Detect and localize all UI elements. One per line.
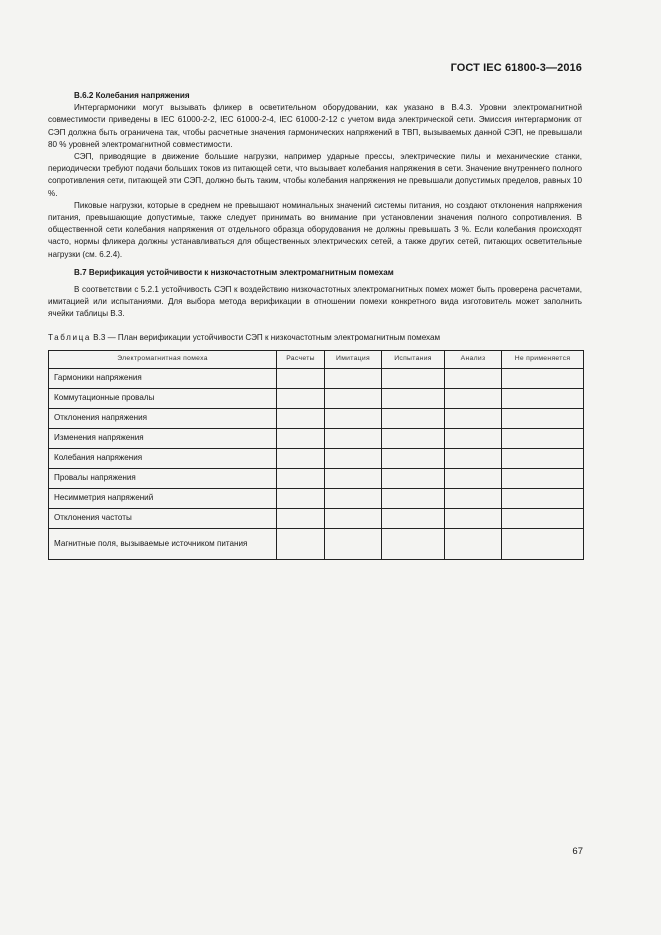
table-cell <box>277 388 325 408</box>
table-row <box>49 528 584 559</box>
table-row <box>49 448 584 468</box>
table-cell <box>502 528 584 559</box>
table-cell <box>325 408 382 428</box>
table-cell <box>382 368 445 388</box>
paragraph: Интергармоники могут вызывать фликер в осветительном оборудовании, как указано в В.4.3. Уровни электромагнитной совместимости приведены в IEC 61000-2-2, IEC 61000-2-4, IEC 61000-2-12 с учетом вида электрической сети. Эмиссия интергармоник от СЭП должна быть ограничена так, чтобы расчетные значения гармонических напряжений в ТВП, вызываемых данной СЭП, не превышали 80 % уровней электромагнитной совместимости. <box>48 103 582 149</box>
table-row <box>49 488 584 508</box>
disturbance-name: Магнитные поля, вызываемые источником питания <box>49 528 277 559</box>
paragraph: В соответствии с 5.2.1 устойчивость СЭП к воздействию низкочастотных электромагнитных помех может быть проверена расчетами, имитацией или испытаниями. Для выбора метода верификации в отношении помехи конкретного вида изготовитель может заполнить ячейки таблицы В.3. <box>48 285 582 319</box>
section-heading-b62: В.6.2 Колебания напряжения <box>74 91 190 100</box>
table-cell <box>445 448 502 468</box>
table-cell <box>382 508 445 528</box>
column-header: Расчеты <box>277 350 325 368</box>
table-cell <box>502 468 584 488</box>
paragraph: Пиковые нагрузки, которые в среднем не превышают номинальных значений системы питания, но создают отклонения напряжения питания, превышающие допустимые, также следует принимать во внимание при установлении значения полного сопротивления. В общественной сети колебания напряжения от отдельного образца оборудования не должны превышать 3 %. Если колебания происходят часто, нормы фликера должны устанавливаться для общественных электрических сетей, а также других сетей, питающих осветительные нагрузки (см. 6.2.4). <box>48 200 582 259</box>
paragraph: СЭП, приводящие в движение большие нагрузки, например ударные прессы, электрические пилы и механические станки, периодически требуют подачи больших токов из питающей сети, что вызывает колебания напряжения в сети. Значение внутреннего полного сопротивления сети, питающей эти СЭП, должно быть таким, чтобы колебания напряжения не превышали допустимых пределов, равных 10 %. <box>48 152 582 198</box>
table-cell <box>502 448 584 468</box>
table-cell <box>277 488 325 508</box>
verification-plan-table <box>48 350 584 560</box>
table-caption-label: Таблица <box>48 332 91 342</box>
table-cell <box>277 468 325 488</box>
table-cell <box>502 508 584 528</box>
table-cell <box>445 488 502 508</box>
table-cell <box>382 488 445 508</box>
table-cell <box>445 508 502 528</box>
disturbance-name: Отклонения напряжения <box>49 408 277 428</box>
table-cell <box>277 368 325 388</box>
table-cell <box>445 368 502 388</box>
table-cell <box>325 428 382 448</box>
table-caption <box>48 332 582 344</box>
disturbance-name: Колебания напряжения <box>49 448 277 468</box>
column-header: Анализ <box>445 350 502 368</box>
table-cell <box>325 448 382 468</box>
table-cell <box>445 428 502 448</box>
table-cell <box>502 428 584 448</box>
table-cell <box>445 528 502 559</box>
document-code: ГОСТ IEC 61800-3—2016 <box>450 62 582 74</box>
table-cell <box>382 408 445 428</box>
page-number: 67 <box>572 846 583 857</box>
disturbance-name: Несимметрия напряжений <box>49 488 277 508</box>
table-cell <box>277 528 325 559</box>
table-cell <box>445 388 502 408</box>
disturbance-name: Отклонения частоты <box>49 508 277 528</box>
table-cell <box>325 388 382 408</box>
table-cell <box>382 448 445 468</box>
table-cell <box>502 368 584 388</box>
table-cell <box>325 528 382 559</box>
table-cell <box>382 388 445 408</box>
table-cell <box>277 428 325 448</box>
table-cell <box>445 408 502 428</box>
table-row <box>49 468 584 488</box>
table-header-row <box>49 350 584 368</box>
column-header: Электромагнитная помеха <box>49 350 277 368</box>
section-heading-b7: В.7 Верификация устойчивости к низкочастотным электромагнитным помехам <box>74 267 394 277</box>
table-cell <box>382 468 445 488</box>
table-cell <box>502 388 584 408</box>
column-header: Не применяется <box>502 350 584 368</box>
column-header: Имитация <box>325 350 382 368</box>
table-cell <box>325 508 382 528</box>
column-header: Испытания <box>382 350 445 368</box>
table-row <box>49 408 584 428</box>
table-cell <box>277 408 325 428</box>
table-cell <box>277 448 325 468</box>
table-cell <box>382 528 445 559</box>
table-cell <box>382 428 445 448</box>
table-cell <box>325 488 382 508</box>
table-row <box>49 388 584 408</box>
table-cell <box>325 368 382 388</box>
table-row <box>49 368 584 388</box>
table-cell <box>502 488 584 508</box>
content-body <box>48 90 582 560</box>
table-cell <box>445 468 502 488</box>
table-caption-text: В.3 — План верификации устойчивости СЭП к низкочастотным электромагнитным помехам <box>90 332 441 342</box>
disturbance-name: Провалы напряжения <box>49 468 277 488</box>
disturbance-name: Коммутационные провалы <box>49 388 277 408</box>
table-cell <box>325 468 382 488</box>
table-cell <box>277 508 325 528</box>
disturbance-name: Гармоники напряжения <box>49 368 277 388</box>
table-cell <box>502 408 584 428</box>
table-row <box>49 508 584 528</box>
disturbance-name: Изменения напряжения <box>49 428 277 448</box>
table-row <box>49 428 584 448</box>
